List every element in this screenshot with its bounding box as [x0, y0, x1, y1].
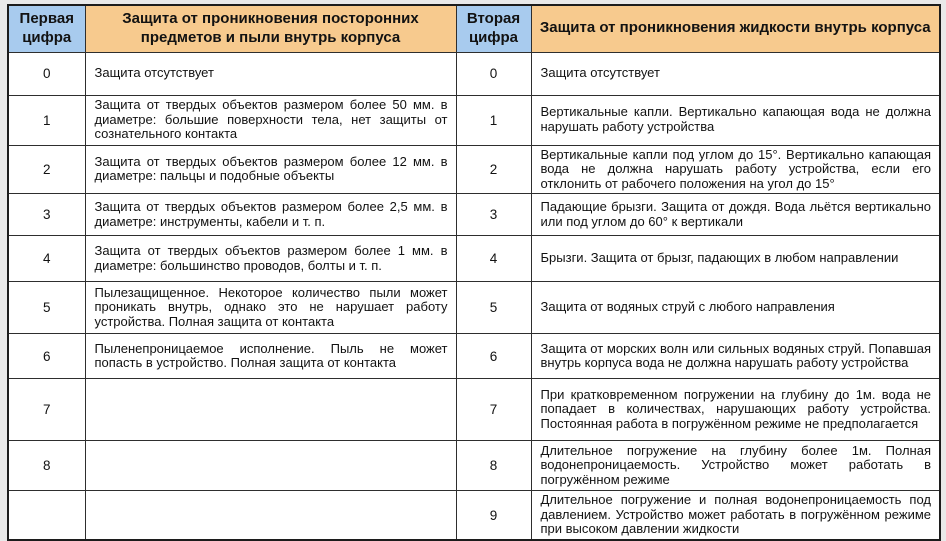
table-row — [8, 52, 940, 95]
second-desc-cell: Длительное погружение и полная водонепроницаемость под давлением. Устройство может работать в погружённом режиме при высоком давлении жидкости — [531, 491, 940, 540]
second-digit-cell: 2 — [456, 145, 531, 194]
first-desc-cell: Защита от твердых объектов размером более 50 мм. в диаметре: большие поверхности тела, нет защиты от сознательного контакта — [85, 95, 456, 145]
first-digit-cell: 6 — [8, 334, 85, 379]
header-second-desc: Защита от проникновения жидкости внутрь корпуса — [531, 5, 940, 52]
second-digit-cell: 9 — [456, 491, 531, 540]
table-row — [8, 491, 940, 540]
second-desc-cell: Вертикальные капли под углом до 15°. Вертикально капающая вода не должна нарушать работу устройства, если его отклонить от рабочего положения на угол до 15° — [531, 145, 940, 194]
table-row — [8, 194, 940, 236]
first-desc-cell: Пылезащищенное. Некоторое количество пыли может проникать внутрь, однако это не нарушает работу устройства. Полная защита от контакта — [85, 282, 456, 334]
first-digit-cell: 7 — [8, 379, 85, 441]
first-digit-cell: 1 — [8, 95, 85, 145]
first-desc-cell: Защита от твердых объектов размером более 2,5 мм. в диаметре: инструменты, кабели и т. п. — [85, 194, 456, 236]
first-digit-cell: 0 — [8, 52, 85, 95]
table-row — [8, 145, 940, 194]
first-desc-cell: Защита отсутствует — [85, 52, 456, 95]
second-desc-cell: Брызги. Защита от брызг, падающих в любом направлении — [531, 236, 940, 282]
first-desc-cell: Пыленепроницаемое исполнение. Пыль не может попасть в устройство. Полная защита от контакта — [85, 334, 456, 379]
first-desc-cell — [85, 441, 456, 491]
second-digit-cell: 5 — [456, 282, 531, 334]
second-desc-cell: Защита от водяных струй с любого направления — [531, 282, 940, 334]
first-desc-cell — [85, 491, 456, 540]
second-desc-cell: Падающие брызги. Защита от дождя. Вода льётся вертикально или под углом до 60° к вертикали — [531, 194, 940, 236]
first-desc-cell: Защита от твердых объектов размером более 1 мм. в диаметре: большинство проводов, болты и т. п. — [85, 236, 456, 282]
header-first-digit: Первая цифра — [8, 5, 85, 52]
table-row — [8, 334, 940, 379]
first-digit-cell: 5 — [8, 282, 85, 334]
header-row — [8, 5, 940, 52]
first-digit-cell: 4 — [8, 236, 85, 282]
ip-rating-table — [7, 4, 941, 541]
second-desc-cell: Защита отсутствует — [531, 52, 940, 95]
first-digit-cell — [8, 491, 85, 540]
header-first-desc: Защита от проникновения посторонних предметов и пыли внутрь корпуса — [85, 5, 456, 52]
second-desc-cell: Длительное погружение на глубину более 1м. Полная водонепроницаемость. Устройство может работать в погружённом режиме — [531, 441, 940, 491]
table-row — [8, 441, 940, 491]
table-row — [8, 236, 940, 282]
second-digit-cell: 1 — [456, 95, 531, 145]
second-digit-cell: 3 — [456, 194, 531, 236]
header-second-digit: Вторая цифра — [456, 5, 531, 52]
first-digit-cell: 8 — [8, 441, 85, 491]
table-row — [8, 282, 940, 334]
second-digit-cell: 7 — [456, 379, 531, 441]
second-digit-cell: 6 — [456, 334, 531, 379]
second-digit-cell: 8 — [456, 441, 531, 491]
table-row — [8, 379, 940, 441]
second-desc-cell: Защита от морских волн или сильных водяных струй. Попавшая внутрь корпуса вода не должна нарушать работу устройства — [531, 334, 940, 379]
table-row — [8, 95, 940, 145]
first-desc-cell — [85, 379, 456, 441]
second-digit-cell: 0 — [456, 52, 531, 95]
first-digit-cell: 2 — [8, 145, 85, 194]
first-desc-cell: Защита от твердых объектов размером более 12 мм. в диаметре: пальцы и подобные объекты — [85, 145, 456, 194]
second-digit-cell: 4 — [456, 236, 531, 282]
first-digit-cell: 3 — [8, 194, 85, 236]
second-desc-cell: Вертикальные капли. Вертикально капающая вода не должна нарушать работу устройства — [531, 95, 940, 145]
second-desc-cell: При кратковременном погружении на глубину до 1м. вода не попадает в количествах, нарушающих работу устройства. Постоянная работа в погружённом режиме не предполагается — [531, 379, 940, 441]
